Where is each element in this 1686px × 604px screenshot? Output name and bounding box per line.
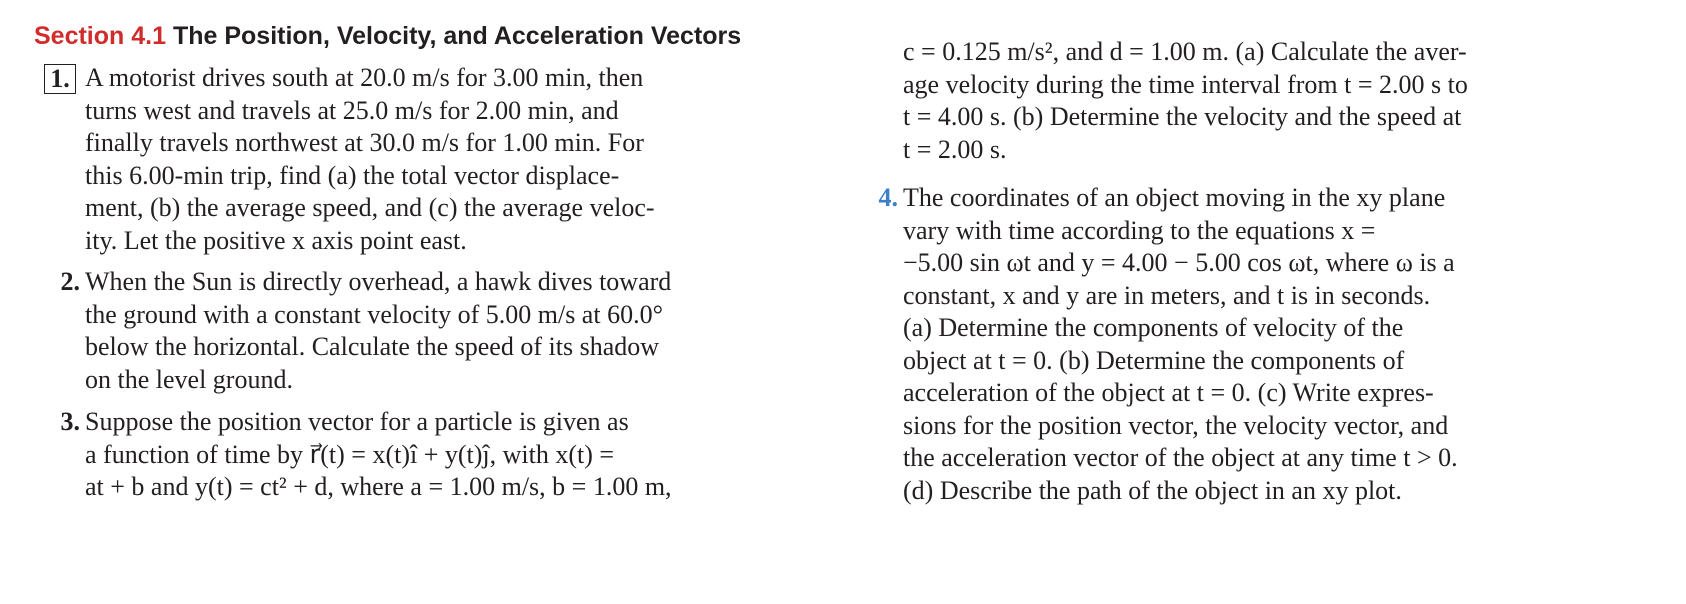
problem-4-line: (a) Determine the components of velocity of the (903, 313, 1404, 342)
problem-4-line: constant, x and y are in meters, and t is in seconds. (903, 280, 1431, 310)
problem-1-line: finally travels northwest at 30.0 m/s for 1.00 min. For (85, 128, 644, 157)
problem-3-line: c = 0.125 m/s², and d = 1.00 m. (a) Calculate the aver- (903, 37, 1467, 66)
problem-1-number: 1. (44, 64, 76, 94)
problem-3-line: t = 2.00 s. (903, 134, 1007, 164)
section-title: The Position, Velocity, and Acceleration Vectors (172, 22, 742, 50)
problem-4 (878, 182, 1624, 507)
problem-3-number: 3. (60, 407, 80, 436)
problem-4-text (903, 182, 1624, 507)
problem-3-line: at + b and y(t) = ct² + d, where a = 1.00 m/s, b = 1.00 m, (85, 472, 672, 501)
problem-4-number: 4. (878, 183, 898, 212)
problem-3 (60, 406, 797, 504)
problem-4-line: acceleration of the object at t = 0. (c) Write expres- (903, 378, 1434, 407)
problem-3-text (85, 406, 797, 504)
problem-3-line: t = 4.00 s. (b) Determine the velocity and the speed at (903, 102, 1462, 131)
problem-3-continued-text (903, 36, 1624, 166)
section-label: Section 4.1 (34, 22, 166, 50)
problem-1 (50, 62, 797, 257)
problem-4-line: (d) Describe the path of the object in an xy plot. (903, 475, 1402, 505)
problem-4-line: The coordinates of an object moving in the xy plane (903, 183, 1446, 212)
problem-4-line: vary with time according to the equations x = (903, 215, 1376, 245)
section-heading (34, 18, 741, 54)
problem-1-line: ity. Let the positive x axis point east. (85, 225, 467, 255)
problem-1-line: turns west and travels at 25.0 m/s for 2.00 min, and (85, 95, 619, 125)
problem-1-line: this 6.00-min trip, find (a) the total vector displace- (85, 160, 620, 190)
problem-1-line: A motorist drives south at 20.0 m/s for 3.00 min, then (85, 63, 644, 92)
problem-2-line: on the level ground. (85, 364, 293, 394)
problem-2-text (85, 266, 797, 396)
problem-4-line: the acceleration vector of the object at any time t > 0. (903, 443, 1458, 472)
problem-2 (60, 266, 797, 396)
problem-3-line: Suppose the position vector for a particle is given as (85, 407, 629, 436)
problem-3-line: a function of time by r⃗(t) = x(t)î + y(t)ĵ, with x(t) = (85, 439, 615, 469)
problem-3-line: age velocity during the time interval from t = 2.00 s to (903, 69, 1468, 99)
problem-3-continued (903, 36, 1624, 166)
problem-1-line: ment, (b) the average speed, and (c) the average veloc- (85, 193, 655, 222)
problem-2-line: below the horizontal. Calculate the speed of its shadow (85, 332, 660, 361)
problem-4-line: −5.00 sin ωt and y = 4.00 − 5.00 cos ωt, where ω is a (903, 248, 1455, 277)
problem-4-line: object at t = 0. (b) Determine the components of (903, 345, 1405, 375)
problem-4-line: sions for the position vector, the velocity vector, and (903, 410, 1449, 440)
problem-2-number: 2. (60, 267, 80, 296)
problem-2-line: When the Sun is directly overhead, a hawk dives toward (85, 267, 672, 296)
problem-2-line: the ground with a constant velocity of 5.00 m/s at 60.0° (85, 299, 663, 329)
problem-1-text (85, 62, 797, 257)
